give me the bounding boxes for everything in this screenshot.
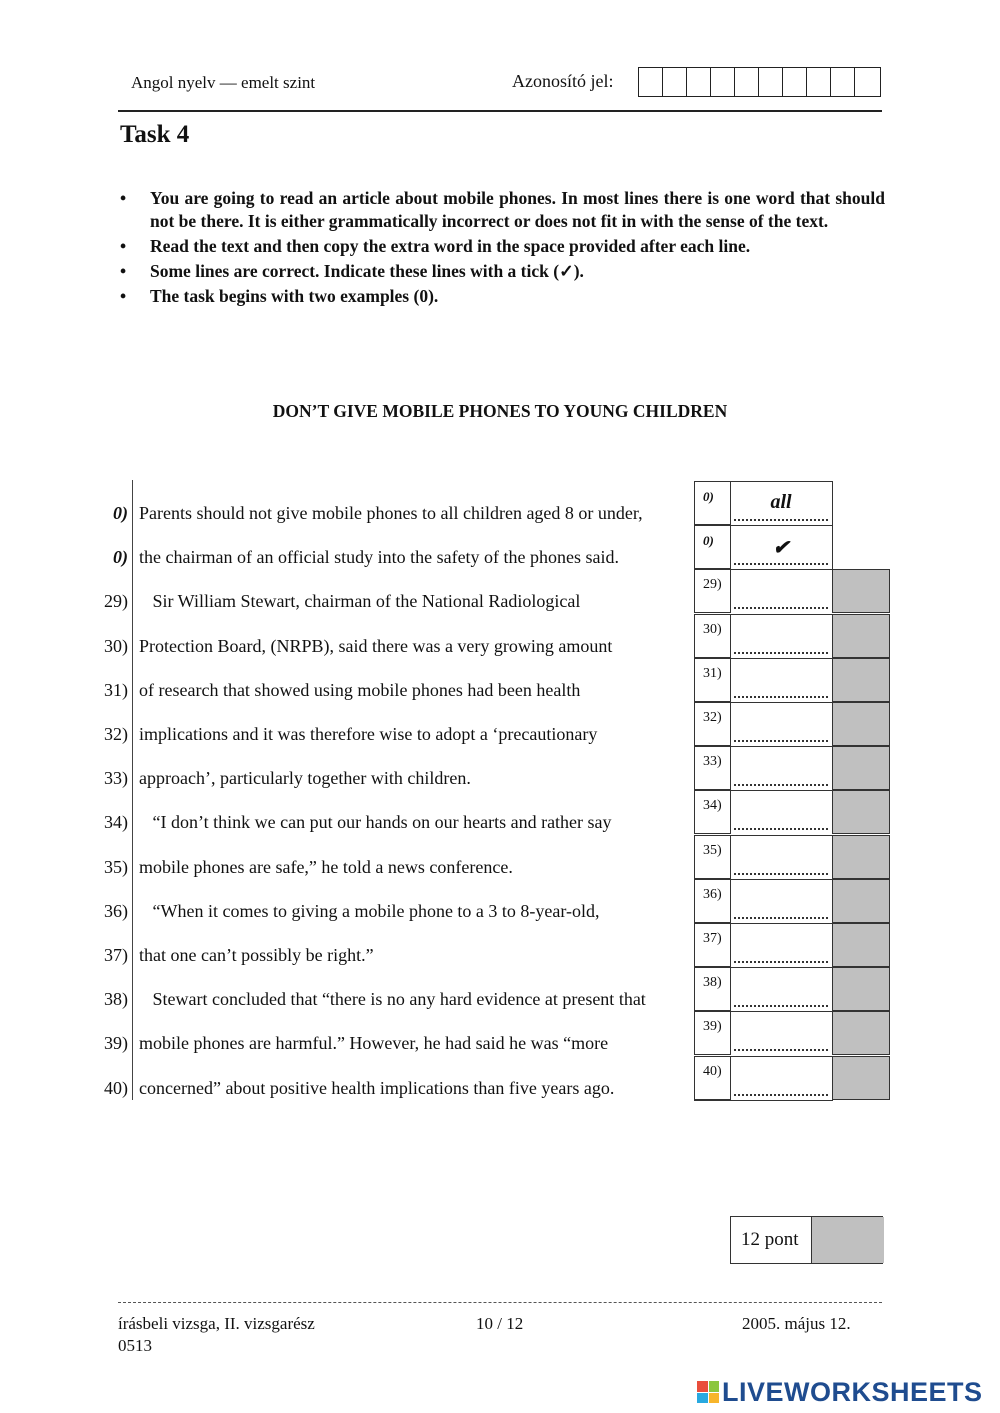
footer-exam-part: írásbeli vizsga, II. vizsgarész (118, 1314, 315, 1333)
answer-number: 30) (694, 614, 731, 658)
dotted-answer-line (734, 563, 828, 565)
instruction-item: • Read the text and then copy the extra word in the space provided after each line. (120, 236, 751, 256)
instruction-item: • The task begins with two examples (0). (120, 286, 439, 306)
line-number: 0) (113, 503, 128, 523)
answer-input[interactable] (730, 658, 833, 702)
line-text: mobile phones are safe,” he told a news conference. (139, 857, 513, 877)
answer-input[interactable] (730, 923, 833, 967)
line-number: 30) (104, 636, 128, 656)
answer-row (694, 746, 890, 790)
dotted-answer-line (734, 1005, 828, 1007)
score-cell[interactable] (832, 879, 890, 923)
dotted-answer-line (734, 607, 828, 609)
id-box[interactable] (759, 68, 783, 96)
answer-number: 31) (694, 658, 731, 702)
line-text: the chairman of an official study into the safety of the phones said. (139, 547, 620, 567)
score-cell[interactable] (832, 746, 890, 790)
answer-row (694, 967, 890, 1011)
bullet: • (120, 286, 127, 306)
answer-input[interactable] (730, 614, 833, 658)
line-text: Stewart concluded that “there is no any hard evidence at present that (139, 989, 646, 1009)
header-divider (118, 110, 882, 112)
answer-value: ✔ (772, 537, 790, 559)
answer-row (694, 525, 890, 569)
line-text: Protection Board, (NRPB), said there was a very growing amount (139, 636, 613, 656)
answer-row (694, 879, 890, 923)
instruction-list (120, 187, 885, 310)
line-text: approach’, particularly together with children. (139, 768, 471, 788)
line-text: Parents should not give mobile phones to all children aged 8 or under, (139, 503, 643, 523)
score-cell[interactable] (832, 658, 890, 702)
dotted-answer-line (734, 784, 828, 786)
answer-row (694, 481, 890, 525)
footer-date: 2005. május 12. (742, 1314, 851, 1333)
dotted-answer-line (734, 652, 828, 654)
answer-number: 35) (694, 835, 731, 879)
answer-input[interactable] (730, 569, 833, 613)
id-box[interactable] (831, 68, 855, 96)
bullet: • (120, 261, 127, 281)
dotted-answer-line (734, 917, 828, 919)
id-box[interactable] (807, 68, 831, 96)
line-number: 39) (104, 1033, 128, 1053)
answer-input[interactable] (730, 1056, 833, 1100)
article-title: DON’T GIVE MOBILE PHONES TO YOUNG CHILDREN (272, 401, 728, 421)
answer-row (694, 923, 890, 967)
id-box[interactable] (783, 68, 807, 96)
points-score-cell[interactable] (811, 1217, 884, 1263)
id-box[interactable] (735, 68, 759, 96)
answer-row (694, 614, 890, 658)
answer-row (694, 569, 890, 613)
answer-input[interactable] (730, 835, 833, 879)
answer-number: 34) (694, 790, 731, 834)
line-number: 40) (104, 1078, 128, 1098)
dotted-answer-line (734, 828, 828, 830)
answer-input[interactable] (730, 790, 833, 834)
answer-row (694, 1011, 890, 1055)
score-cell[interactable] (832, 614, 890, 658)
score-cell[interactable] (832, 923, 890, 967)
answer-row (694, 658, 890, 702)
points-box (730, 1216, 883, 1264)
answer-row (694, 1056, 890, 1100)
answer-value: all (770, 491, 792, 513)
footer-divider (118, 1302, 882, 1303)
line-text: mobile phones are harmful.” However, he had said he was “more (139, 1033, 609, 1053)
line-text: concerned” about positive health implications than five years ago. (139, 1078, 615, 1098)
score-cell[interactable] (832, 835, 890, 879)
line-number: 34) (104, 812, 128, 832)
line-text: implications and it was therefore wise to adopt a ‘precautionary (139, 724, 598, 744)
line-number: 38) (104, 989, 128, 1009)
line-number: 33) (104, 768, 128, 788)
answer-number: 29) (694, 569, 731, 613)
task-title: Task 4 (120, 121, 190, 148)
line-number: 37) (104, 945, 128, 965)
liveworksheets-logo (697, 1377, 983, 1407)
answer-row (694, 790, 890, 834)
header-id-label: Azonosító jel: (512, 71, 614, 91)
line-text: Sir William Stewart, chairman of the National Radiological (139, 591, 581, 611)
line-number: 29) (104, 591, 128, 611)
example-answer-cell (730, 525, 833, 569)
example-answer-cell (730, 481, 833, 525)
line-text: of research that showed using mobile phones had been health (139, 680, 581, 700)
answer-number: 40) (694, 1056, 731, 1100)
answer-row (694, 702, 890, 746)
line-number: 35) (104, 857, 128, 877)
answer-number: 0) (694, 525, 731, 569)
answer-number: 32) (694, 702, 731, 746)
answer-number: 0) (694, 481, 731, 525)
points-label: 12 pont (741, 1229, 799, 1250)
line-text: “When it comes to giving a mobile phone to a 3 to 8-year-old, (139, 901, 600, 921)
footer-page-number: 10 / 12 (476, 1314, 524, 1333)
brand-name: LIVEWORKSHEETS (722, 1376, 983, 1407)
table-bottom-border (694, 1100, 833, 1101)
dotted-answer-line (734, 519, 828, 521)
line-text: “I don’t think we can put our hands on our hearts and rather say (139, 812, 612, 832)
answer-input[interactable] (730, 1011, 833, 1055)
answer-input[interactable] (730, 967, 833, 1011)
answer-number: 38) (694, 967, 731, 1011)
score-cell[interactable] (832, 967, 890, 1011)
id-box[interactable] (687, 68, 711, 96)
line-number: 32) (104, 724, 128, 744)
dotted-answer-line (734, 696, 828, 698)
line-number: 36) (104, 901, 128, 921)
id-code-boxes[interactable] (638, 67, 881, 97)
answer-number: 39) (694, 1011, 731, 1055)
score-cell[interactable] (832, 702, 890, 746)
bullet: • (120, 236, 127, 256)
score-cell[interactable] (832, 569, 890, 613)
answer-number: 33) (694, 746, 731, 790)
footer-exam-code: 0513 (118, 1336, 152, 1355)
answer-number: 36) (694, 879, 731, 923)
dotted-answer-line (734, 740, 828, 742)
answer-input[interactable] (730, 746, 833, 790)
id-box[interactable] (711, 68, 735, 96)
instruction-item: • Some lines are correct. Indicate these lines with a tick (✓). (120, 261, 584, 281)
answer-row (694, 835, 890, 879)
line-text: that one can’t possibly be right.” (139, 945, 374, 965)
answer-number: 37) (694, 923, 731, 967)
score-cell[interactable] (832, 1011, 890, 1055)
id-box[interactable] (855, 68, 880, 96)
dotted-answer-line (734, 873, 828, 875)
header-subject: Angol nyelv — emelt szint (131, 73, 316, 92)
answer-input[interactable] (730, 879, 833, 923)
bullet: • (120, 188, 127, 208)
instruction-item: • You are going to read an article about mobile phones. In most lines there is one word that should not be there. It is either grammatically incorrect or does not fit in with the sense of the text. (120, 188, 885, 231)
liveworksheets-icon (697, 1381, 719, 1403)
id-box[interactable] (663, 68, 687, 96)
score-cell[interactable] (832, 1056, 890, 1100)
line-number: 0) (113, 547, 128, 567)
dotted-answer-line (734, 1049, 828, 1051)
dotted-answer-line (734, 1094, 828, 1096)
id-box[interactable] (639, 68, 663, 96)
score-cell[interactable] (832, 790, 890, 834)
answer-input[interactable] (730, 702, 833, 746)
line-number: 31) (104, 680, 128, 700)
dotted-answer-line (734, 961, 828, 963)
